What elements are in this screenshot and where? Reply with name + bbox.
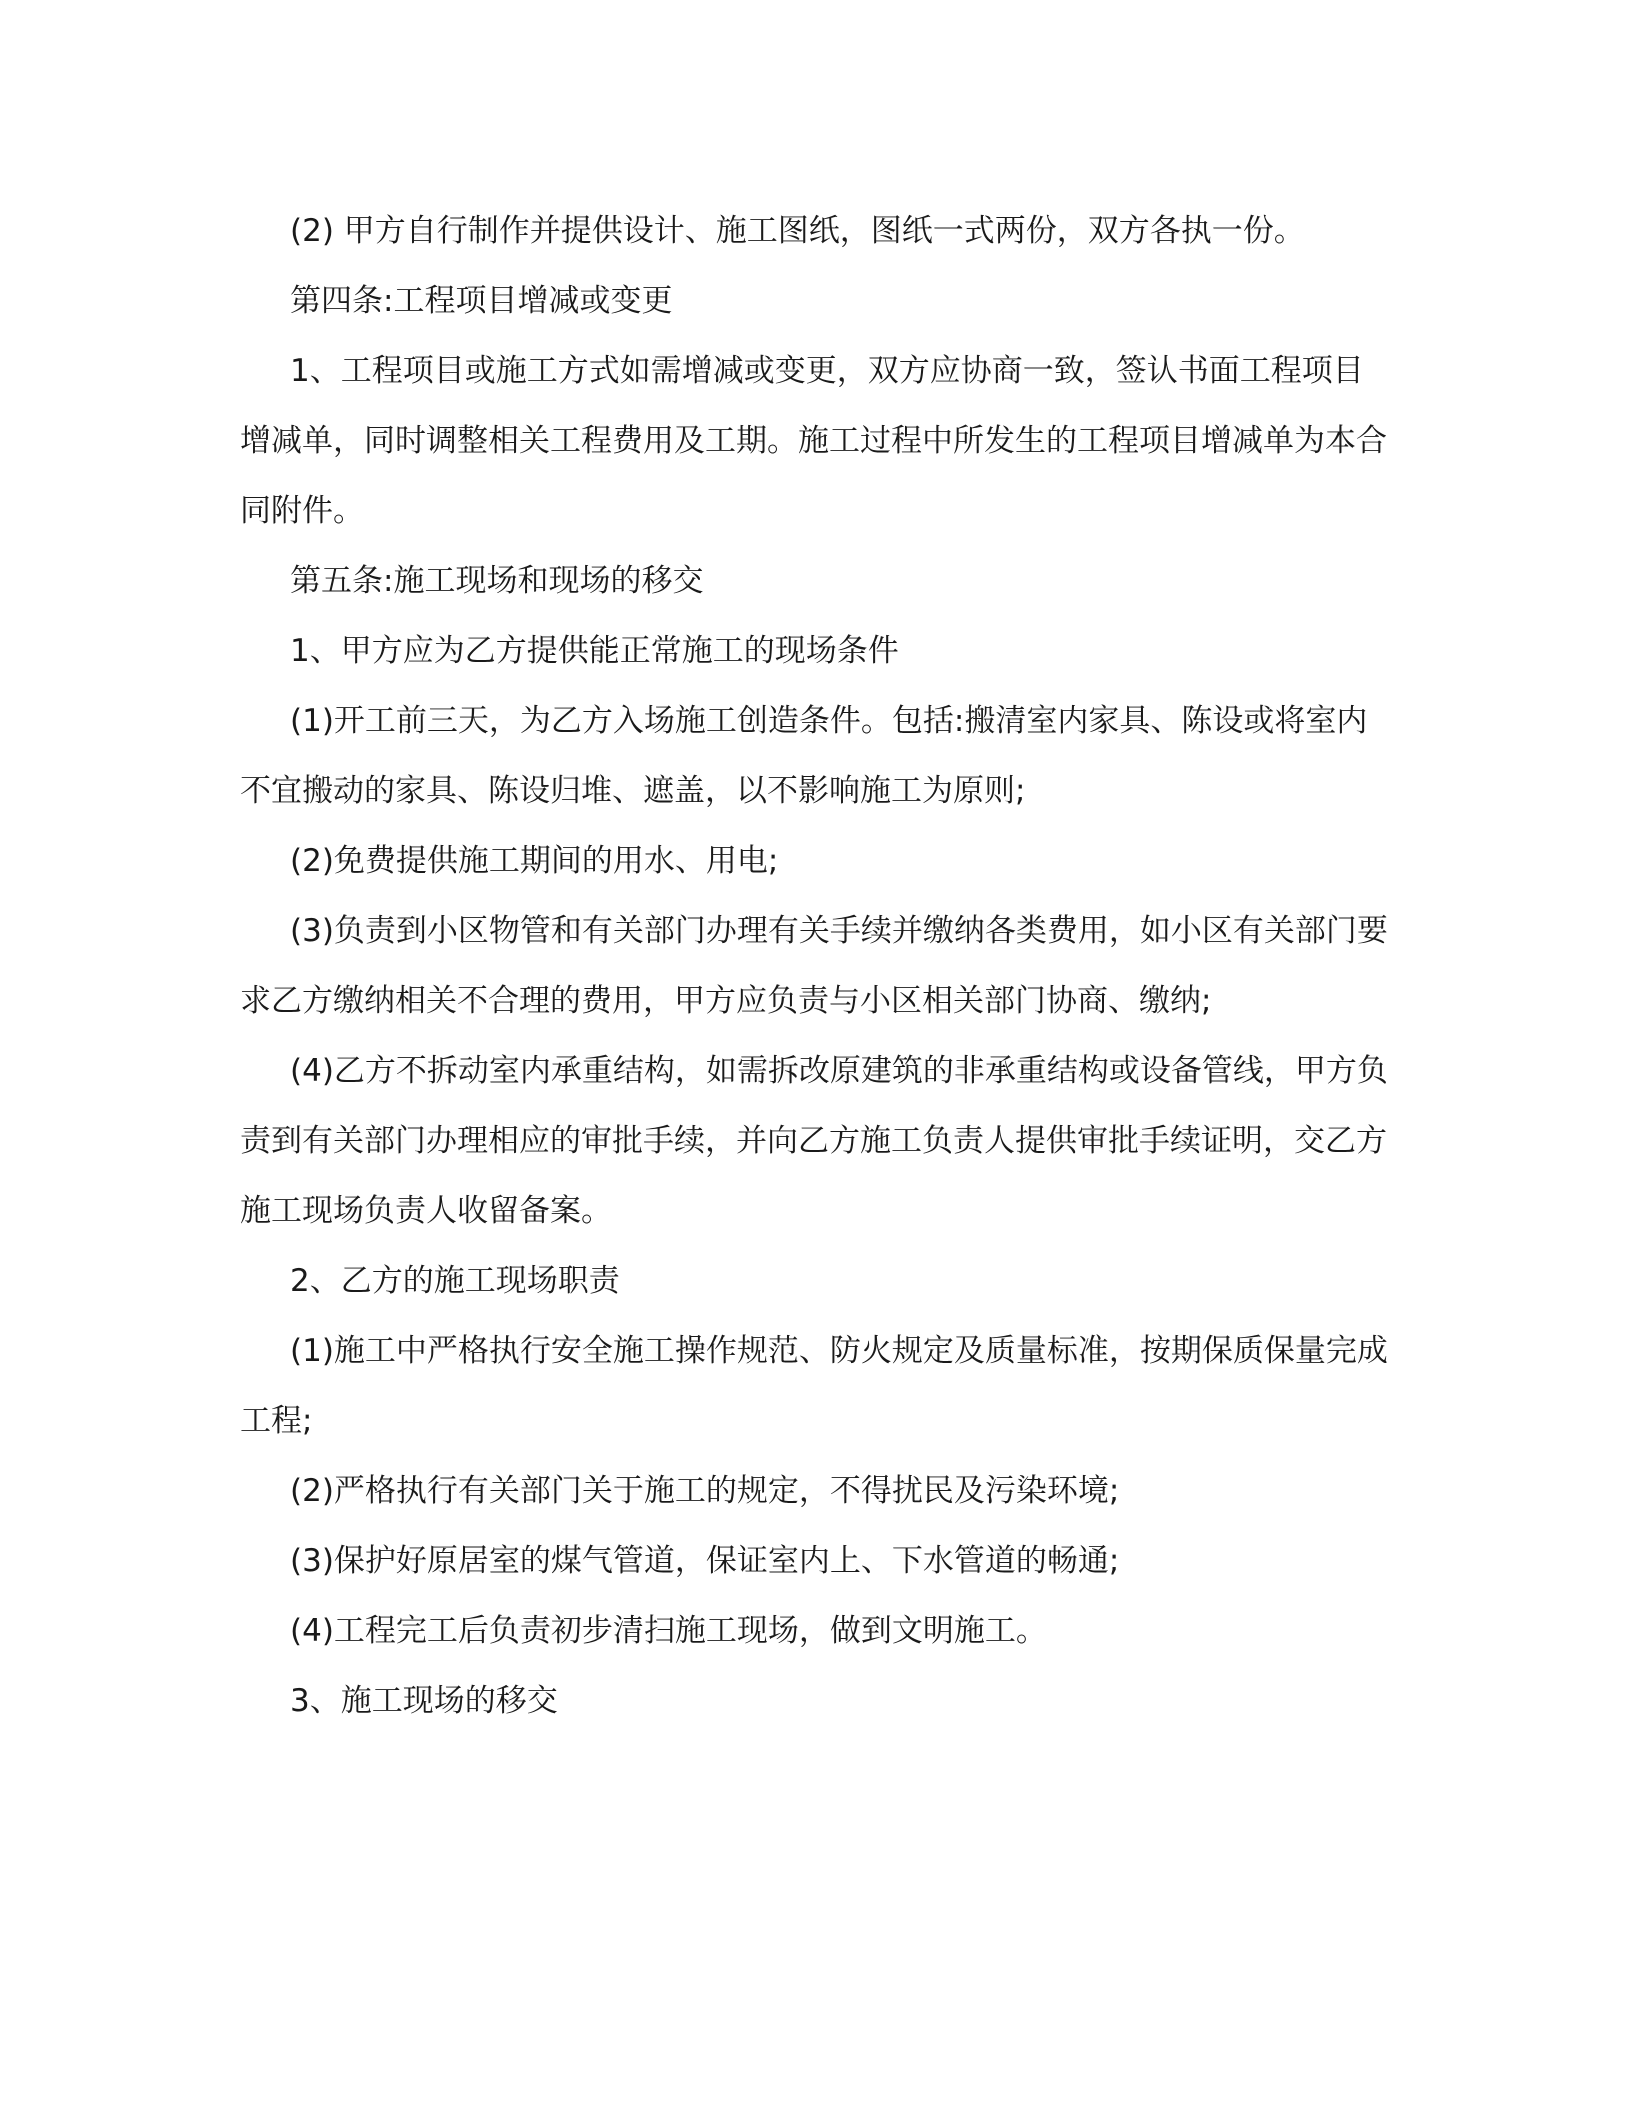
paragraph-item-3-procedures: (3)负责到小区物管和有关部门办理有关手续并缴纳各类费用，如小区有关部门要求乙方缴纳相关不合理的费用，甲方应负责与小区相关部门协商、缴纳; xyxy=(240,913,1388,1019)
paragraph-party-b-duties: 2、乙方的施工现场职责 xyxy=(290,1263,620,1299)
paragraph-duty-1-safety: (1)施工中严格执行安全施工操作规范、防火规定及质量标准，按期保质保量完成工程; xyxy=(240,1333,1388,1439)
document-body xyxy=(240,196,1390,1736)
paragraph-duty-3-pipes: (3)保护好原居室的煤气管道，保证室内上、下水管道的畅通; xyxy=(290,1543,1120,1579)
paragraph-drawing-supply: (2) 甲方自行制作并提供设计、施工图纸，图纸一式两份，双方各执一份。 xyxy=(290,213,1305,249)
paragraph-party-a-conditions: 1、甲方应为乙方提供能正常施工的现场条件 xyxy=(290,633,899,669)
paragraph-item-2-utilities: (2)免费提供施工期间的用水、用电; xyxy=(290,843,779,879)
heading-article-4: 第四条:工程项目增减或变更 xyxy=(290,283,673,319)
paragraph-site-handover: 3、施工现场的移交 xyxy=(290,1683,558,1719)
paragraph-duty-2-regulations: (2)严格执行有关部门关于施工的规定，不得扰民及污染环境; xyxy=(290,1473,1120,1509)
heading-article-5: 第五条:施工现场和现场的移交 xyxy=(290,563,704,599)
paragraph-item-4-structure: (4)乙方不拆动室内承重结构，如需拆改原建筑的非承重结构或设备管线，甲方负责到有关部门办理相应的审批手续，并向乙方施工负责人提供审批手续证明，交乙方施工现场负责人收留备案。 xyxy=(240,1053,1388,1229)
paragraph-project-changes: 1、工程项目或施工方式如需增减或变更，双方应协商一致，签认书面工程项目增减单，同时调整相关工程费用及工期。施工过程中所发生的工程项目增减单为本合同附件。 xyxy=(240,353,1387,529)
paragraph-duty-4-cleanup: (4)工程完工后负责初步清扫施工现场，做到文明施工。 xyxy=(290,1613,1047,1649)
paragraph-item-1-preparation: (1)开工前三天，为乙方入场施工创造条件。包括:搬清室内家具、陈设或将室内不宜搬动的家具、陈设归堆、遮盖，以不影响施工为原则; xyxy=(240,703,1368,809)
